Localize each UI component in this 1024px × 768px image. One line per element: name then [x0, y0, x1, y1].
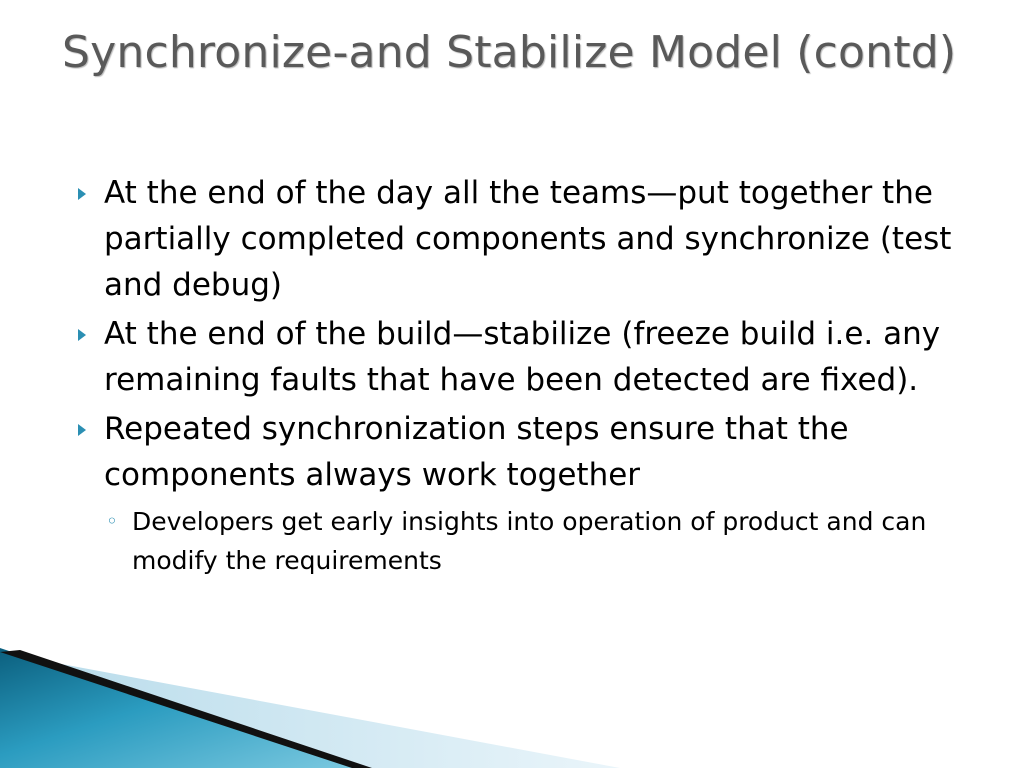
- bullet-list: [0, 170, 1024, 583]
- triangle-right-icon: [78, 329, 86, 341]
- teal-wedge-shape: [0, 648, 360, 768]
- bullet-item: [0, 311, 1024, 403]
- pale-band-shape: [40, 660, 620, 768]
- bullet-text: At the end of the day all the teams—put together the partially completed components and synchronize (test and debug): [104, 175, 952, 303]
- triangle-right-icon: [78, 424, 86, 436]
- hollow-circle-bullet-icon: ◦: [106, 509, 118, 533]
- sub-bullet-text: Developers get early insights into operation of product and can modify the requirements: [132, 507, 927, 575]
- sub-bullet-item: [106, 502, 964, 580]
- bullet-item: [0, 170, 1024, 308]
- triangle-right-icon: [78, 188, 86, 200]
- black-stripe-shape: [0, 650, 372, 768]
- sub-bullet-list: [104, 502, 964, 580]
- bullet-item: [0, 406, 1024, 580]
- slide-title: Synchronize-and Stabilize Model (contd): [62, 27, 957, 78]
- bullet-text: Repeated synchronization steps ensure that the components always work together: [104, 411, 849, 493]
- bullet-text: At the end of the build—stabilize (freeze build i.e. any remaining faults that have been detected are fixed).: [104, 316, 941, 398]
